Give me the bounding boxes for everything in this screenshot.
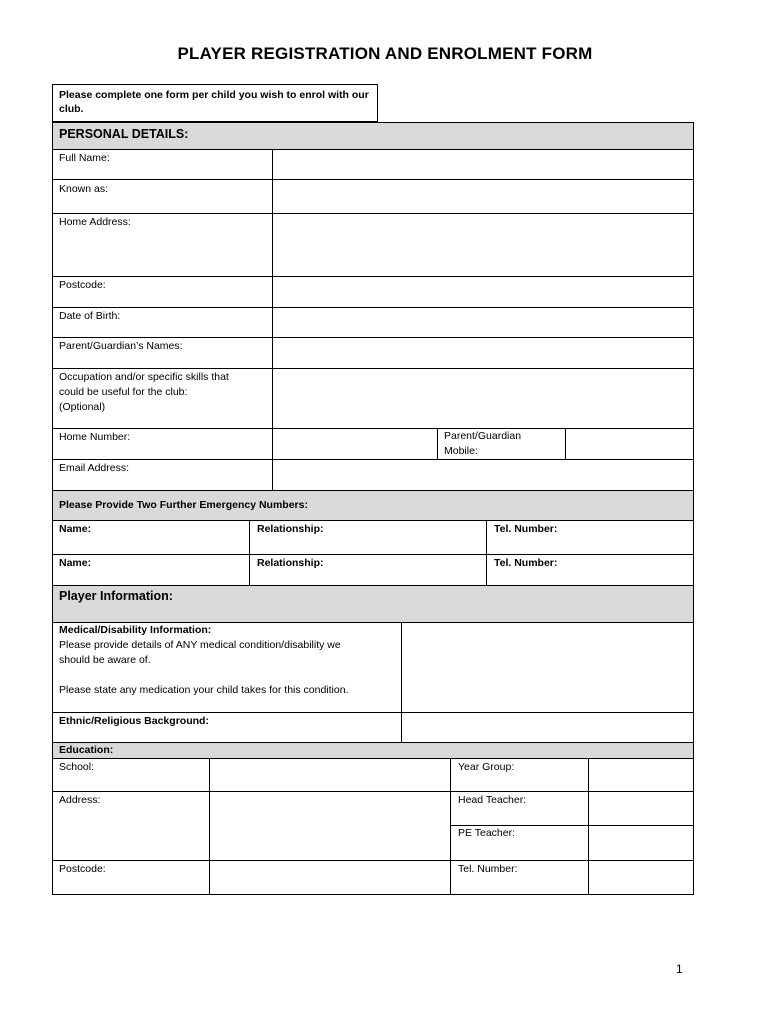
- postcode-label: Postcode:: [59, 279, 106, 291]
- emergency-1-tel-field[interactable]: [486, 520, 694, 555]
- home-address-field[interactable]: [272, 213, 694, 277]
- guardian-mobile-label-cell: [437, 428, 566, 460]
- home-address-label-cell: [52, 213, 273, 277]
- education-divider: [450, 758, 451, 895]
- school-address-label: Address:: [59, 794, 101, 806]
- emergency-1-name-field[interactable]: [52, 520, 250, 555]
- ethnic-label-cell: [52, 712, 402, 743]
- emergency-2-relationship-field[interactable]: [249, 554, 487, 586]
- dob-label: Date of Birth:: [59, 310, 121, 322]
- medical-field[interactable]: [401, 622, 694, 713]
- personal-details-heading: PERSONAL DETAILS:: [59, 127, 189, 141]
- pe-teacher-label: PE Teacher:: [458, 827, 516, 839]
- year-group-field[interactable]: [589, 759, 693, 791]
- emergency-2-relationship-label: Relationship:: [257, 557, 324, 569]
- full-name-field[interactable]: [272, 149, 694, 180]
- page-number: 1: [676, 962, 683, 976]
- player-info-heading: Player Information:: [59, 589, 173, 603]
- email-label-cell: [52, 459, 273, 491]
- email-field[interactable]: [272, 459, 694, 491]
- page-title: PLAYER REGISTRATION AND ENROLMENT FORM: [177, 44, 593, 63]
- known-as-label: Known as:: [59, 183, 109, 195]
- medication-note: Please state any medication your child takes for this condition.: [59, 684, 349, 696]
- emergency-heading: Please Provide Two Further Emergency Numbers:: [59, 499, 308, 511]
- emergency-2-tel-label: Tel. Number:: [494, 557, 558, 569]
- school-address-field[interactable]: [210, 792, 450, 860]
- full-name-label-cell: [52, 149, 273, 180]
- medical-label-cell: [52, 622, 402, 713]
- ethnic-label: Ethnic/Religious Background:: [59, 715, 209, 727]
- email-label: Email Address:: [59, 462, 130, 474]
- school-field[interactable]: [210, 759, 450, 791]
- head-teacher-field[interactable]: [589, 792, 693, 825]
- full-name-label: Full Name:: [59, 152, 110, 164]
- player-info-header: [52, 585, 694, 623]
- guardians-label-cell: [52, 337, 273, 369]
- dob-field[interactable]: [272, 307, 694, 338]
- emergency-1-relationship-label: Relationship:: [257, 523, 324, 535]
- medical-description: Please provide details of ANY medical condition/disability we should be aware of.: [59, 639, 341, 666]
- guardian-mobile-field[interactable]: [565, 428, 694, 460]
- head-teacher-label: Head Teacher:: [458, 794, 527, 806]
- emergency-1-relationship-field[interactable]: [249, 520, 487, 555]
- emergency-2-name-label: Name:: [59, 557, 92, 569]
- occupation-field[interactable]: [272, 368, 694, 429]
- home-number-label: Home Number:: [59, 431, 131, 443]
- ethnic-field[interactable]: [401, 712, 694, 743]
- school-label: School:: [59, 761, 95, 773]
- pe-teacher-field[interactable]: [589, 826, 693, 860]
- dob-label-cell: [52, 307, 273, 338]
- guardians-label: Parent/Guardian’s Names:: [59, 340, 183, 352]
- postcode-field[interactable]: [272, 276, 694, 308]
- intro-note: Please complete one form per child you wish to enrol with our club.: [52, 84, 378, 122]
- emergency-1-name-label: Name:: [59, 523, 92, 535]
- emergency-1-tel-label: Tel. Number:: [494, 523, 558, 535]
- personal-details-header: [52, 122, 694, 150]
- education-header: [52, 742, 694, 759]
- school-postcode-field[interactable]: [210, 861, 450, 894]
- emergency-2-tel-field[interactable]: [486, 554, 694, 586]
- education-heading: Education:: [59, 744, 114, 756]
- school-tel-field[interactable]: [589, 861, 693, 894]
- home-number-field[interactable]: [272, 428, 438, 460]
- emergency-2-name-field[interactable]: [52, 554, 250, 586]
- known-as-label-cell: [52, 179, 273, 214]
- home-address-label: Home Address:: [59, 216, 131, 228]
- school-postcode-label: Postcode:: [59, 863, 106, 875]
- emergency-header: [52, 490, 694, 521]
- known-as-field[interactable]: [272, 179, 694, 214]
- home-number-label-cell: [52, 428, 273, 460]
- year-group-label: Year Group:: [458, 761, 515, 773]
- occupation-label: Occupation and/or specific skills that could be useful for the club: (Optional): [59, 371, 229, 413]
- postcode-label-cell: [52, 276, 273, 308]
- medical-title: Medical/Disability Information:: [59, 624, 212, 636]
- school-tel-label: Tel. Number:: [458, 863, 518, 875]
- occupation-label-cell: [52, 368, 273, 429]
- guardians-field[interactable]: [272, 337, 694, 369]
- guardian-mobile-label: Parent/Guardian Mobile:: [444, 430, 522, 457]
